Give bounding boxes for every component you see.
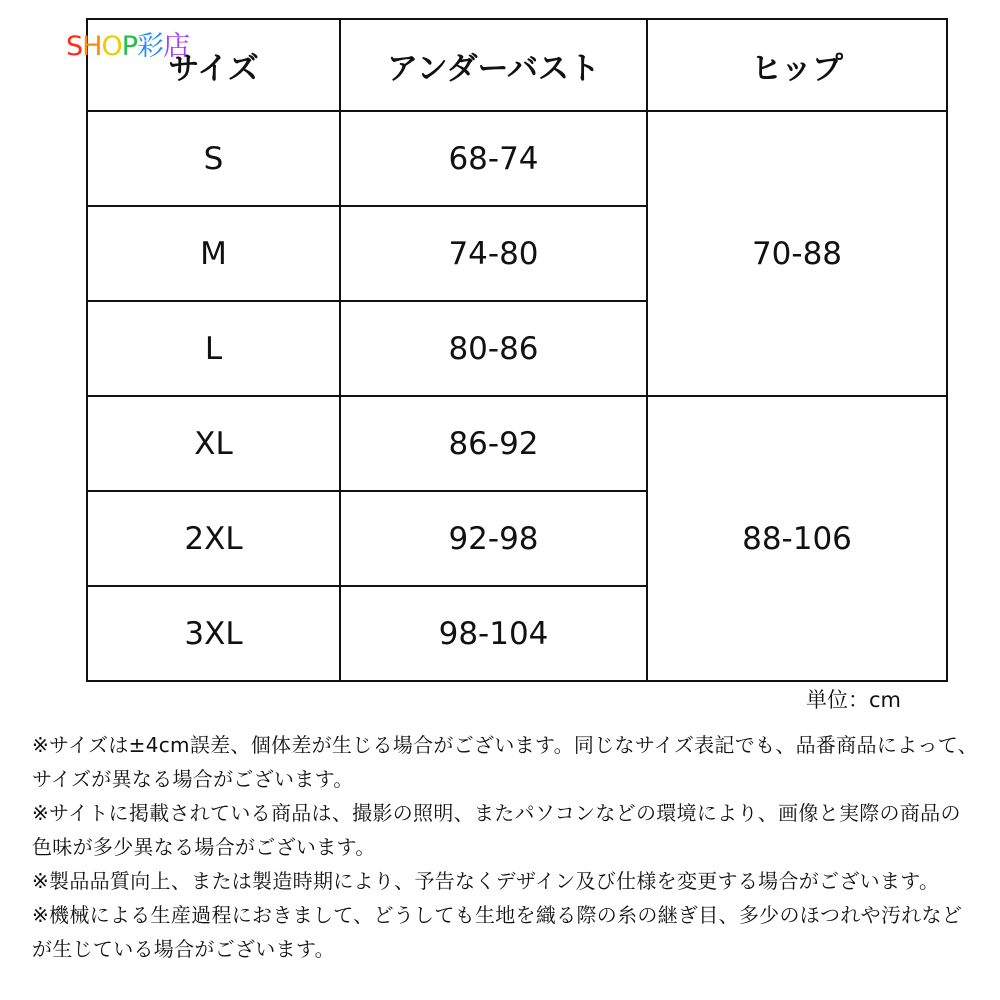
- logo-char: S: [66, 31, 83, 62]
- size-cell: M: [87, 206, 340, 301]
- header-hip: ヒップ: [647, 19, 947, 111]
- size-cell: 2XL: [87, 491, 340, 586]
- size-cell: S: [87, 111, 340, 206]
- logo-char: P: [121, 31, 138, 62]
- size-cell: XL: [87, 396, 340, 491]
- hip-cell: 88-106: [647, 396, 947, 681]
- underbust-cell: 74-80: [340, 206, 647, 301]
- table-row: [87, 111, 947, 206]
- note-paragraph: ※製品品質向上、または製造時期により、予告なくデザイン及び仕様を変更する場合がございます。: [32, 869, 940, 893]
- underbust-cell: 68-74: [340, 111, 647, 206]
- header-size: サイズ: [87, 19, 340, 111]
- note-paragraph: ※サイトに掲載されている商品は、撮影の照明、またパソコンなどの環境により、画像と実際の商品の色味が多少異なる場合がございます。: [32, 801, 961, 859]
- note-paragraph: ※機械による生産過程におきまして、どうしても生地を織る際の糸の継ぎ目、多少のほつれや汚れなどが生じている場合がございます。: [32, 903, 963, 961]
- logo-char: 彩: [137, 31, 164, 62]
- logo-char: 店: [163, 31, 190, 62]
- table-header-row: [87, 19, 947, 111]
- header-underbust: アンダーバスト: [340, 19, 647, 111]
- notes-section: [32, 728, 980, 966]
- shop-logo: [66, 30, 189, 64]
- logo-char: H: [82, 31, 102, 62]
- underbust-cell: 86-92: [340, 396, 647, 491]
- underbust-cell: 80-86: [340, 301, 647, 396]
- unit-label: 単位：cm: [806, 688, 902, 712]
- size-cell: 3XL: [87, 586, 340, 681]
- underbust-cell: 92-98: [340, 491, 647, 586]
- size-chart-table: [86, 18, 948, 682]
- hip-cell: 70-88: [647, 111, 947, 396]
- table-row: [87, 396, 947, 491]
- underbust-cell: 98-104: [340, 586, 647, 681]
- size-cell: L: [87, 301, 340, 396]
- logo-char: O: [101, 31, 122, 62]
- note-paragraph: ※サイズは±4cm誤差、個体差が生じる場合がございます。同じなサイズ表記でも、品番商品によって、サイズが異なる場合がございます。: [32, 733, 978, 791]
